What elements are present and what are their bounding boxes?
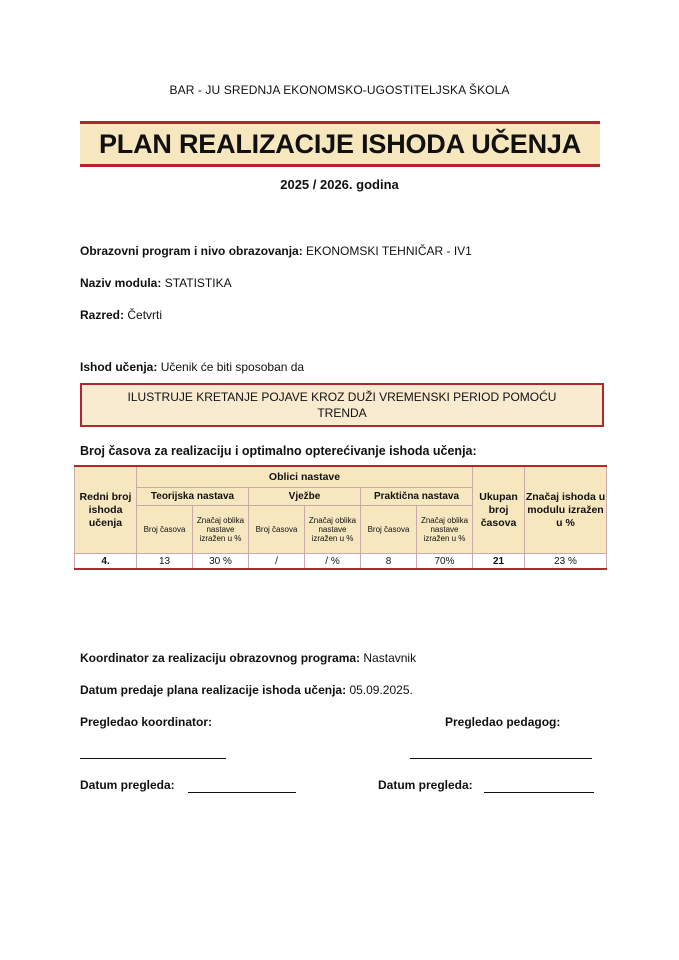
program-field xyxy=(80,244,472,258)
cell-ordinal: 4. xyxy=(75,554,137,570)
hours-table xyxy=(74,465,607,570)
header-ordinal: Redni broj ishoda učenja xyxy=(75,466,137,554)
pedagogue-signature-line[interactable] xyxy=(410,758,592,759)
cell-practical-hours: 8 xyxy=(361,554,417,570)
cell-practical-share: 70% xyxy=(417,554,473,570)
module-label: Naziv modula: xyxy=(80,276,162,290)
cell-exercise-hours: / xyxy=(249,554,305,570)
header-total: Ukupan broj časova xyxy=(473,466,525,554)
header-significance: Značaj ishoda u modulu izražen u % xyxy=(525,466,607,554)
school-year: 2025 / 2026. godina xyxy=(280,177,399,192)
submission-date-field xyxy=(80,683,413,697)
cell-significance: 23 % xyxy=(525,554,607,570)
outcome-field xyxy=(80,360,304,374)
module-field xyxy=(80,276,232,290)
grade-field xyxy=(80,308,162,322)
review-date-line-right[interactable] xyxy=(484,792,594,793)
header-exercise-hours: Broj časova xyxy=(249,506,305,554)
table-row xyxy=(75,554,607,570)
module-value: STATISTIKA xyxy=(164,276,232,290)
document-title: PLAN REALIZACIJE ISHODA UČENJA xyxy=(98,128,582,159)
program-label: Obrazovni program i nivo obrazovanja: xyxy=(80,244,303,258)
cell-exercise-share: / % xyxy=(305,554,361,570)
cell-theory-share: 30 % xyxy=(193,554,249,570)
header-exercises: Vježbe xyxy=(249,488,361,506)
review-date-field-left xyxy=(80,778,175,792)
hours-table-caption: Broj časova za realizaciju i optimalno opterećivanje ishoda učenja: xyxy=(80,444,477,458)
coordinator-signature-line[interactable] xyxy=(80,758,226,759)
header-practical-share: Značaj oblika nastave izražen u % xyxy=(417,506,473,554)
review-date-line-left[interactable] xyxy=(188,792,296,793)
outcome-label: Ishod učenja: xyxy=(80,360,158,374)
coordinator-field xyxy=(80,651,416,665)
reviewed-coordinator-label: Pregledao koordinator: xyxy=(80,715,213,729)
header-practical: Praktična nastava xyxy=(361,488,473,506)
reviewed-pedagogue-field xyxy=(445,715,560,729)
header-theory: Teorijska nastava xyxy=(137,488,249,506)
cell-theory-hours: 13 xyxy=(137,554,193,570)
review-date-field-right xyxy=(378,778,473,792)
header-theory-hours: Broj časova xyxy=(137,506,193,554)
review-date-label-right: Datum pregleda: xyxy=(378,778,473,792)
header-forms: Oblici nastave xyxy=(137,466,473,488)
submission-date-label: Datum predaje plana realizacije ishoda učenja: xyxy=(80,683,347,697)
title-banner xyxy=(80,121,600,167)
header-practical-hours: Broj časova xyxy=(361,506,417,554)
review-date-label-left: Datum pregleda: xyxy=(80,778,175,792)
coordinator-value: Nastavnik xyxy=(363,651,417,665)
outcome-statement: ILUSTRUJE KRETANJE POJAVE KROZ DUŽI VREMENSKI PERIOD POMOĆU TRENDA xyxy=(80,383,604,427)
coordinator-label: Koordinator za realizaciju obrazovnog programa: xyxy=(80,651,361,665)
submission-date-value: 05.09.2025. xyxy=(349,683,413,697)
header-exercise-share: Značaj oblika nastave izražen u % xyxy=(305,506,361,554)
cell-total: 21 xyxy=(473,554,525,570)
reviewed-pedagogue-label: Pregledao pedagog: xyxy=(445,715,561,729)
grade-value: Četvrti xyxy=(127,308,163,322)
grade-label: Razred: xyxy=(80,308,125,322)
header-theory-share: Značaj oblika nastave izražen u % xyxy=(193,506,249,554)
reviewed-coordinator-field xyxy=(80,715,212,729)
outcome-value: Učenik će biti sposoban da xyxy=(160,360,305,374)
school-name: BAR - JU SREDNJA EKONOMSKO-UGOSTITELJSKA ŠKOLA xyxy=(169,83,510,97)
program-value: EKONOMSKI TEHNIČAR - IV1 xyxy=(306,244,472,258)
